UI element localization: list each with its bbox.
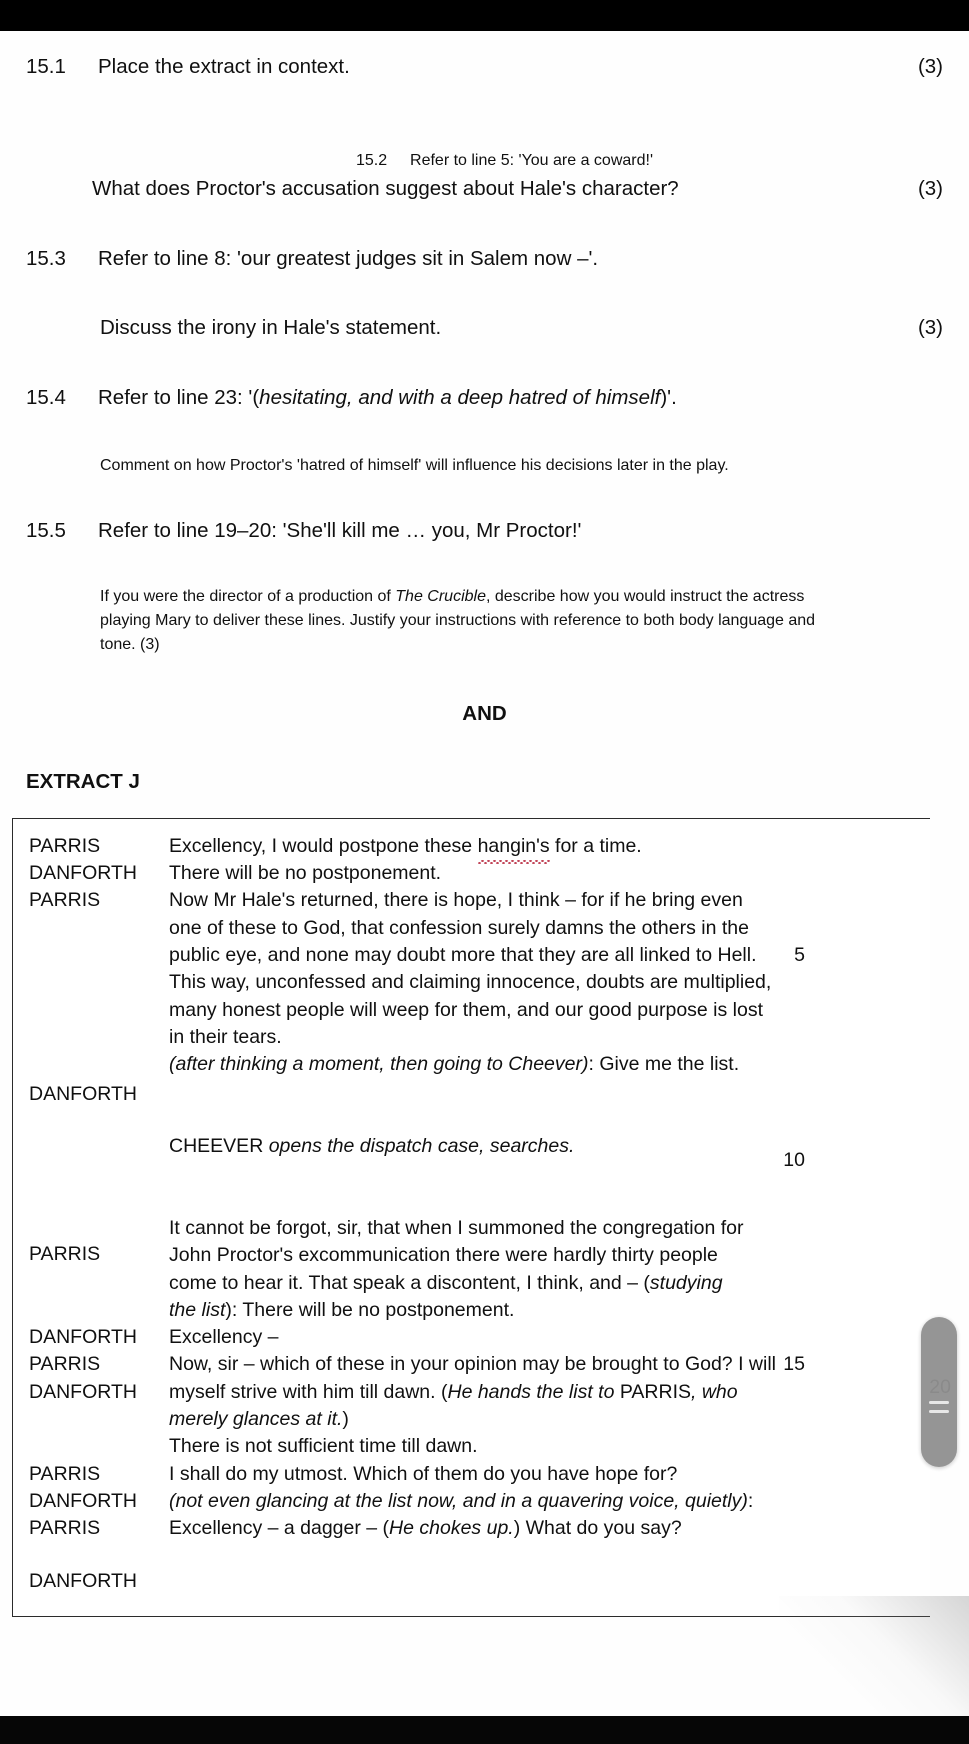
question-stem: Refer to line 5: 'You are a coward!' — [410, 152, 654, 170]
stem-suffix: )'. — [660, 385, 677, 409]
question-text-part1: If you were the director of a production of — [100, 587, 396, 605]
question-15-5-stem-row — [26, 517, 943, 544]
extract-row — [13, 1568, 930, 1595]
question-stem — [98, 384, 943, 411]
dialogue-line: one of these to God, that confession surely damns the others in the — [169, 916, 749, 939]
dialogue-text: ) — [342, 1407, 349, 1430]
dialogue-line: I shall do my utmost. Which of them do you have hope for? — [169, 1462, 678, 1485]
speaker-name: PARRIS — [29, 834, 101, 857]
dialogue-text: public eye, and none may doubt more that they are all linked to Hell. — [169, 943, 757, 966]
stage-direction: studying — [649, 1271, 723, 1294]
dialogue-line — [169, 942, 809, 969]
dialogue-line — [169, 1406, 809, 1433]
dialogue-lines — [169, 1051, 865, 1215]
dialogue-text: : Give me the list. — [588, 1053, 740, 1076]
dialogue-lines — [169, 1379, 865, 1461]
extract-row — [13, 833, 930, 860]
dialogue-line — [169, 1051, 809, 1078]
dialogue-lines — [169, 1515, 865, 1542]
dialogue-text: myself strive with him till dawn. ( — [169, 1380, 448, 1403]
question-marks: (3) — [917, 55, 943, 78]
blank-line — [169, 1160, 809, 1187]
stage-direction: opens the dispatch case, searches. — [268, 1135, 575, 1158]
dialogue-line: There is not sufficient time till dawn. — [169, 1435, 478, 1458]
speaker-name: PARRIS — [29, 1242, 101, 1265]
question-text: Comment on how Proctor's 'hatred of himself' will influence his decisions later in the play. — [100, 457, 729, 475]
extract-row — [13, 1515, 930, 1542]
dialogue-text: for a time. — [549, 834, 642, 857]
speaker-name: DANFORTH — [29, 862, 137, 885]
misspelled-word: hangin's — [478, 833, 550, 860]
dialogue-line — [169, 1270, 809, 1297]
dialogue-line — [169, 1297, 809, 1324]
question-number: 15.5 — [26, 519, 66, 543]
line-number: 5 — [794, 943, 805, 966]
speaker-name: PARRIS — [29, 1517, 101, 1540]
blank-line — [169, 1568, 809, 1595]
question-15-3 — [26, 314, 943, 341]
stage-direction: , who — [691, 1380, 738, 1403]
line-number: 15 — [783, 1353, 805, 1376]
question-marks: (3) — [917, 177, 943, 201]
dialogue-line: John Proctor's excommunication there were hardly thirty people — [169, 1244, 718, 1267]
speaker-name: PARRIS — [29, 1353, 101, 1376]
stage-direction: He chokes up. — [389, 1517, 514, 1540]
dialogue-line: It cannot be forgot, sir, that when I summoned the congregation for — [169, 1216, 744, 1239]
question-15-3-stem-row — [26, 245, 943, 272]
extract-row — [13, 1488, 930, 1515]
dialogue-text: Excellency, I would postpone these — [169, 834, 478, 857]
dialogue-line — [169, 833, 809, 860]
dialogue-text: ) What do you say? — [513, 1517, 682, 1540]
stage-direction: (after thinking a moment, then going to Cheever) — [169, 1053, 589, 1076]
play-title: The Crucible — [395, 587, 486, 605]
dialogue-line — [169, 1351, 809, 1378]
blank-line — [169, 1078, 809, 1105]
questions-section — [0, 53, 969, 794]
dialogue-text: Excellency – a dagger – ( — [169, 1517, 390, 1540]
stage-direction-line — [169, 1133, 809, 1172]
question-number: 15.3 — [26, 246, 66, 270]
extract-row — [13, 1051, 930, 1215]
stage-direction: He hands the list to — [447, 1380, 620, 1403]
and-separator-label: AND — [462, 701, 507, 725]
dialogue-text: Now, sir – which of these in your opinion may be brought to God? I will — [169, 1353, 776, 1376]
scrollbar-thumb[interactable] — [921, 1317, 957, 1467]
question-15-5 — [26, 585, 943, 658]
question-text: Place the extract in context. — [98, 55, 350, 78]
question-number: 15.4 — [26, 385, 66, 409]
speaker-name: DANFORTH — [29, 1380, 137, 1403]
dialogue-lines — [169, 1215, 865, 1324]
scrollbar-grip-line — [929, 1410, 949, 1413]
speaker-name: PARRIS — [29, 1462, 101, 1485]
dialogue-line — [169, 1515, 809, 1542]
question-15-4-stem-row — [26, 384, 943, 411]
scrollbar-grip-line — [929, 1401, 949, 1404]
dialogue-line: in their tears. — [169, 1025, 282, 1048]
speaker-name: DANFORTH — [29, 1489, 137, 1512]
extract-row — [13, 1351, 930, 1378]
stem-prefix: Refer to line 23: '( — [98, 385, 260, 409]
character-ref: CHEEVER — [169, 1135, 269, 1158]
speaker-name: PARRIS — [29, 889, 101, 912]
blank-line — [169, 1106, 809, 1133]
dialogue-line: This way, unconfessed and claiming innocence, doubts are multiplied, — [169, 971, 772, 994]
dialogue-line — [169, 1379, 809, 1406]
line-number: 10 — [783, 1149, 805, 1172]
speaker-name: DANFORTH — [29, 1083, 137, 1106]
dialogue-text: ): There will be no postponement. — [225, 1298, 515, 1321]
extract-row — [13, 1324, 930, 1351]
question-number: 15.1 — [26, 55, 66, 78]
top-letterbox-bar — [0, 0, 969, 31]
question-stem: Refer to line 19–20: 'She'll kill me … you, Mr Proctor!' — [98, 519, 582, 543]
extract-row — [13, 1461, 930, 1488]
stage-direction: (not even glancing at the list now, and in a quavering voice, quietly) — [169, 1489, 748, 1512]
question-text: What does Proctor's accusation suggest about Hale's character? — [92, 177, 679, 201]
dialogue-lines — [169, 1351, 865, 1378]
dialogue-lines — [169, 833, 865, 860]
dialogue-lines — [169, 860, 865, 887]
dialogue-lines — [169, 887, 865, 1051]
question-text-part2: , describe how you would instruct the actress playing Mary to deliver these lines. Justify your instructions with reference to both body language and tone. (3) — [100, 587, 816, 654]
dialogue-line: many honest people will weep for them, and our good purpose is lost — [169, 998, 764, 1021]
stem-stage-direction: hesitating, and with a deep hatred of himself — [259, 385, 661, 409]
dialogue-line: Now Mr Hale's returned, there is hope, I think – for if he bring even — [169, 889, 743, 912]
dialogue-line: Excellency – — [169, 1326, 279, 1349]
blank-line — [169, 1188, 809, 1215]
dialogue-lines — [169, 1488, 865, 1515]
question-15-2-stem-row — [26, 152, 943, 170]
extract-row — [13, 1379, 930, 1461]
dialogue-line: There will be no postponement. — [169, 862, 442, 885]
speaker-name: DANFORTH — [29, 1326, 137, 1349]
dialogue-lines — [169, 1568, 865, 1595]
extract-row — [13, 1215, 930, 1324]
extract-heading: EXTRACT J — [26, 769, 140, 793]
extract-row — [13, 860, 930, 887]
question-text: Discuss the irony in Hale's statement. — [100, 316, 442, 340]
stage-direction: the list — [169, 1298, 226, 1321]
bottom-letterbox-bar — [0, 1716, 969, 1744]
dialogue-lines — [169, 1324, 865, 1351]
character-ref: PARRIS — [619, 1380, 691, 1403]
dialogue-text: come to hear it. That speak a discontent, I think, and – ( — [169, 1271, 650, 1294]
question-15-2 — [26, 175, 943, 202]
dialogue-line — [169, 1488, 809, 1515]
extract-row — [13, 887, 930, 1051]
speaker-name: DANFORTH — [29, 1570, 137, 1593]
question-number: 15.2 — [355, 152, 388, 170]
document-page — [0, 31, 969, 1716]
dialogue-text: : — [747, 1489, 754, 1512]
question-stem: Refer to line 8: 'our greatest judges sit in Salem now –'. — [98, 246, 599, 270]
extract-box — [12, 818, 930, 1617]
question-15-4 — [26, 457, 943, 475]
question-15-1 — [26, 53, 943, 80]
dialogue-lines — [169, 1461, 865, 1488]
stage-direction: merely glances at it. — [169, 1407, 343, 1430]
question-marks: (3) — [917, 316, 943, 340]
